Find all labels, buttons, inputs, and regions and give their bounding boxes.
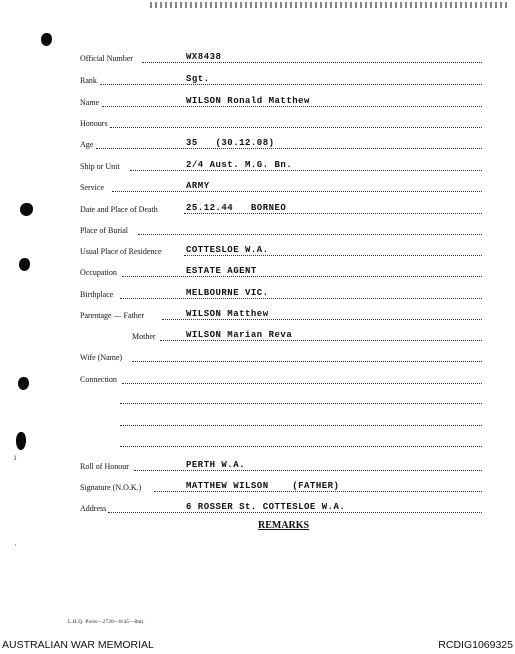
field-label: Honours	[80, 119, 108, 128]
field-value: 25.12.44 BORNEO	[186, 203, 287, 213]
field-label: Occupation	[80, 268, 117, 277]
punch-hole	[16, 432, 26, 450]
field-value: MATTHEW WILSON (FATHER)	[186, 481, 340, 491]
field-label: Parentage — Father	[80, 311, 144, 320]
field-label: Ship or Unit	[80, 162, 120, 171]
field-label: Usual Place of Residence	[80, 247, 162, 256]
field-label: Rank	[80, 76, 97, 85]
field-place-of-burial	[80, 224, 482, 238]
field-occupation	[80, 266, 482, 280]
field-honours	[80, 117, 482, 131]
field-value: MELBOURNE VIC.	[186, 288, 269, 298]
field-service	[80, 181, 482, 195]
punch-hole	[18, 377, 29, 390]
field-wife-name	[80, 351, 482, 365]
field-ship-or-unit	[80, 160, 482, 174]
field-value: WILSON Marian Reva	[186, 330, 293, 340]
field-label: Signature (N.O.K.)	[80, 483, 142, 492]
field-value: WILSON Matthew	[186, 309, 269, 319]
field-usual-residence	[80, 245, 482, 259]
margin-mark: ·	[14, 540, 17, 550]
document-id: RCDIG1069325	[438, 639, 513, 651]
field-value: 2/4 Aust. M.G. Bn.	[186, 160, 293, 170]
punch-hole	[19, 258, 30, 271]
punch-hole	[41, 33, 52, 46]
field-label: Mother	[132, 332, 156, 341]
field-label: Roll of Honour	[80, 462, 129, 471]
punch-hole	[20, 203, 33, 216]
field-label: Connection	[80, 375, 117, 384]
field-label: Service	[80, 183, 104, 192]
field-value: Sgt.	[186, 74, 210, 84]
field-parentage-mother	[80, 330, 482, 344]
field-value: COTTESLOE W.A.	[186, 245, 269, 255]
margin-mark: ı	[14, 452, 17, 462]
field-label: Place of Burial	[80, 226, 128, 235]
remarks-heading: REMARKS	[258, 520, 310, 531]
field-label: Wife (Name)	[80, 353, 123, 362]
field-value: 6 ROSSER St. COTTESLOE W.A.	[186, 502, 346, 512]
top-edge-strip	[150, 2, 510, 8]
field-label: Address	[80, 504, 107, 513]
field-name	[80, 96, 482, 110]
connection-continuation-line	[120, 425, 482, 426]
field-rank	[80, 74, 482, 88]
field-birthplace	[80, 288, 482, 302]
archive-name: AUSTRALIAN WAR MEMORIAL	[2, 639, 154, 651]
field-value: ESTATE AGENT	[186, 266, 257, 276]
field-label: Name	[80, 98, 100, 107]
field-value: PERTH W.A.	[186, 460, 246, 470]
field-age	[80, 138, 482, 152]
field-value: WX8438	[186, 52, 222, 62]
press-mark: L.H.Q. Press—2720—8/45—8mt.	[68, 620, 145, 625]
connection-continuation-line	[120, 403, 482, 404]
field-signature-nok	[80, 481, 482, 495]
field-value: WILSON Ronald Matthew	[186, 96, 310, 106]
field-official-number	[80, 52, 482, 66]
field-address	[80, 502, 482, 516]
field-value: 35 (30.12.08)	[186, 138, 275, 148]
field-label: Date and Place of Death	[80, 205, 158, 214]
field-roll-of-honour	[80, 460, 482, 474]
field-connection	[80, 373, 482, 387]
field-label: Official Number	[80, 54, 133, 63]
field-label: Age	[80, 140, 94, 149]
field-date-place-of-death	[80, 203, 482, 217]
field-parentage-father	[80, 309, 482, 323]
connection-continuation-line	[120, 446, 482, 447]
field-label: Birthplace	[80, 290, 114, 299]
field-value: ARMY	[186, 181, 210, 191]
